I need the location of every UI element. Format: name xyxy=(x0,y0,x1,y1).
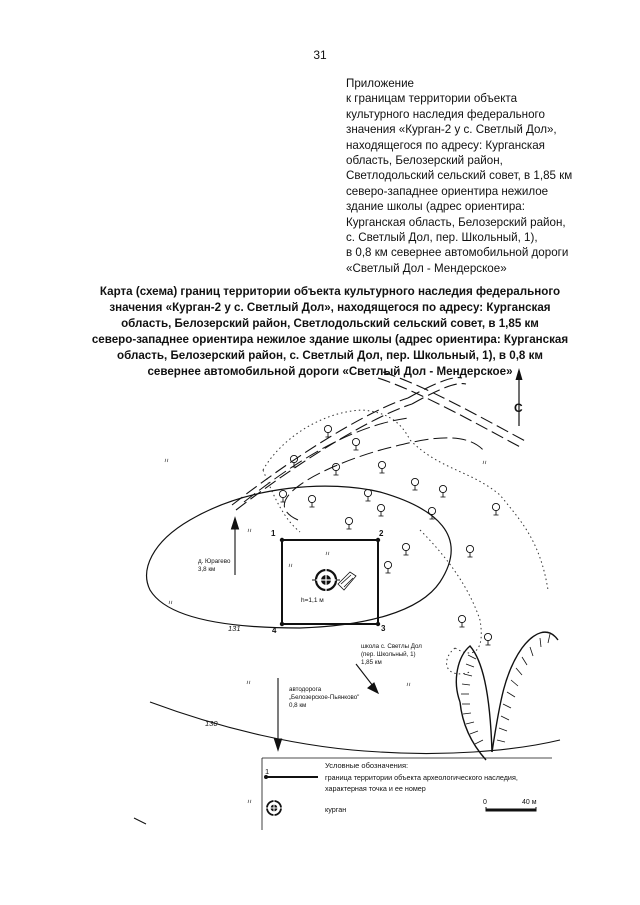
school-label-2: (пер. Школьный, 1) xyxy=(361,651,416,658)
appendix-line: Приложение xyxy=(346,77,415,90)
legend-mound-icon xyxy=(265,799,283,817)
contour-130-label: 130 xyxy=(205,719,218,728)
ravine-hatching xyxy=(461,634,550,744)
appendix-line: здание школы (адрес ориентира: xyxy=(346,200,525,214)
north-road xyxy=(232,372,527,510)
north-label: С xyxy=(514,401,523,415)
grass-symbols xyxy=(165,459,486,803)
appendix-line: к границам территории объекта xyxy=(346,92,518,106)
appendix-line: «Светлый Дол - Мендерское» xyxy=(346,261,507,275)
legend-point-number: 1 xyxy=(265,767,270,776)
map-title-line: северо-западнее ориентира нежилое здание школы (адрес ориентира: Курганская xyxy=(91,333,569,346)
legend-boundary-label-1: граница территории объекта археологического наследия, xyxy=(325,773,518,782)
map-title-line: область, Белозерский район, Светлодольский сельский совет, в 1,85 км xyxy=(121,317,539,330)
scale-zero-label: 0 xyxy=(483,799,487,806)
appendix-line: в 0,8 км севернее автомобильной дороги xyxy=(346,246,569,260)
appendix-line: область, Белозерский район, xyxy=(346,154,503,168)
point-label-3: 3 xyxy=(381,624,386,633)
forest-boundary xyxy=(263,410,548,674)
yurgevo-label-1: д. Юрагево xyxy=(198,558,231,565)
legend-title: Условные обозначения: xyxy=(325,761,409,770)
scale-bar xyxy=(486,807,536,811)
road-label-3: 0,8 км xyxy=(289,702,307,709)
point-label-2: 2 xyxy=(379,529,384,538)
ravine xyxy=(456,632,558,760)
appendix-line: с. Светлый Дол, пер. Школьный, 1), xyxy=(346,231,538,245)
scale-40-label: 40 м xyxy=(522,799,537,806)
point-label-1: 1 xyxy=(271,529,276,538)
legend-boundary-label-2: характерная точка и ее номер xyxy=(325,784,426,793)
school-label-3: 1,85 км xyxy=(361,659,382,666)
appendix-line: Светлодольский сельский совет, в 1,85 км xyxy=(346,169,573,183)
appendix-line: находящегося по адресу: Курганская xyxy=(346,138,545,152)
legend-mound-label: курган xyxy=(325,805,347,814)
page-number: 31 xyxy=(313,48,327,62)
forest-trees xyxy=(279,425,499,645)
map-title-line: Карта (схема) границ территории объекта культурного наследия федерального xyxy=(99,285,561,298)
school-label-1: школа с. Светлы Дол xyxy=(361,643,422,650)
appendix-line: северо-западнее ориентира нежилое xyxy=(346,184,549,198)
mound-icon xyxy=(312,567,340,593)
road-label-1: автодорога xyxy=(289,686,322,693)
north-arrow-icon xyxy=(516,368,523,426)
point-label-4: 4 xyxy=(272,626,277,635)
contour-131-label: 131 xyxy=(228,624,241,633)
road-label-2: „Белозерское-Пьянково" xyxy=(289,694,360,701)
appendix-line: Курганская область, Белозерский район, xyxy=(346,215,566,229)
appendix-line: значения «Курган-2 у с. Светлый Дол», xyxy=(346,123,557,137)
mound-pit xyxy=(338,572,356,590)
direction-arrows xyxy=(232,518,379,750)
map-title-line: значения «Курган-2 у с. Светлый Дол», находящегося по адресу: Курганская xyxy=(109,301,551,314)
appendix-line: культурного наследия федерального xyxy=(346,107,545,121)
map-title-line: севернее автомобильной дороги «Светлый Дол - Мендерское» xyxy=(147,365,513,378)
contour-131 xyxy=(147,486,452,628)
map-edge-ticks xyxy=(134,818,146,824)
map-title-line: область, Белозерский район, с. Светлый Дол, пер. Школьный, 1), в 0,8 км xyxy=(117,349,543,362)
mound-height: h=1,1 м xyxy=(301,597,324,604)
yurgevo-label-2: 3,8 км xyxy=(198,566,216,573)
